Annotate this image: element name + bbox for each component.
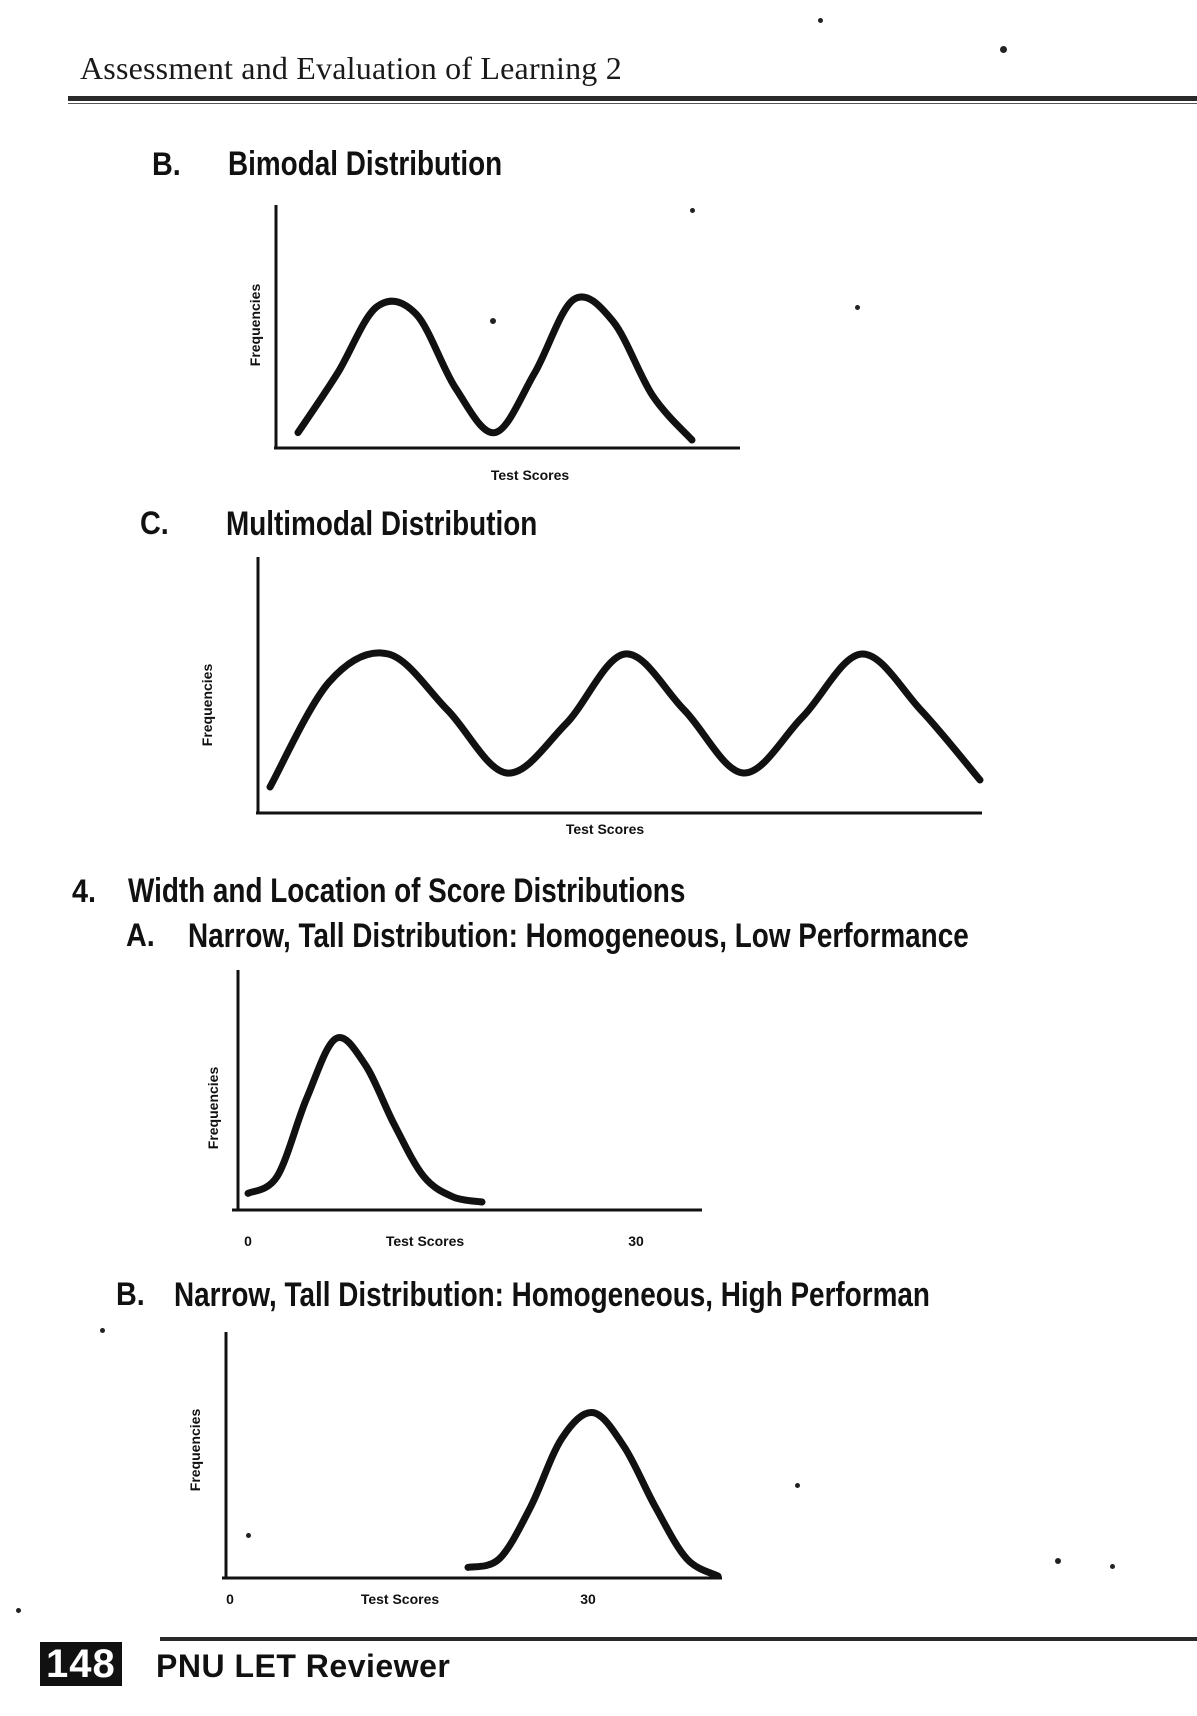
x-tick-start: 0 bbox=[226, 1591, 234, 1607]
header-rule-thin bbox=[68, 103, 1197, 104]
scan-speck bbox=[795, 1483, 800, 1488]
section-letter-c: C. bbox=[140, 505, 169, 541]
section-number-4: 4. bbox=[72, 873, 97, 909]
narrow-high-curve bbox=[468, 1412, 718, 1576]
multimodal-chart bbox=[190, 555, 990, 840]
x-tick-end: 30 bbox=[628, 1233, 644, 1249]
subsection-title-narrow-high: Narrow, Tall Distribution: Homogeneous, High Performan bbox=[174, 1276, 930, 1314]
subsection-title-narrow-low: Narrow, Tall Distribution: Homogeneous, Low Performance bbox=[188, 917, 969, 955]
section-title-bimodal: Bimodal Distribution bbox=[228, 145, 503, 183]
scan-speck bbox=[490, 318, 496, 324]
y-axis-label: Frequencies bbox=[199, 663, 215, 747]
multimodal-curve bbox=[270, 653, 980, 787]
y-axis-label: Frequencies bbox=[247, 283, 263, 367]
scan-speck bbox=[246, 1533, 251, 1538]
subsection-letter-a: A. bbox=[126, 917, 155, 953]
scan-speck bbox=[855, 305, 860, 310]
footer-book-title: PNU LET Reviewer bbox=[156, 1648, 451, 1684]
x-axis-label: Test Scores bbox=[565, 821, 645, 837]
page-number: 148 bbox=[40, 1642, 122, 1686]
x-axis-label: Test Scores bbox=[490, 467, 570, 483]
narrow-high-chart bbox=[170, 1330, 730, 1620]
narrow-low-chart bbox=[200, 968, 710, 1258]
scan-speck bbox=[690, 208, 695, 213]
y-axis-label: Frequencies bbox=[205, 1066, 221, 1150]
scan-speck bbox=[16, 1608, 21, 1613]
scan-speck bbox=[1000, 46, 1007, 53]
scan-speck bbox=[100, 1328, 105, 1333]
section-title-width-location: Width and Location of Score Distributions bbox=[128, 872, 686, 910]
x-axis-label: Test Scores bbox=[360, 1591, 440, 1607]
footer-rule bbox=[160, 1637, 1197, 1641]
x-axis-label: Test Scores bbox=[385, 1233, 465, 1249]
scan-speck bbox=[818, 18, 823, 23]
scan-speck bbox=[1110, 1564, 1115, 1569]
x-tick-start: 0 bbox=[244, 1233, 252, 1249]
subsection-letter-b: B. bbox=[116, 1276, 145, 1312]
y-axis-label: Frequencies bbox=[187, 1408, 203, 1492]
section-title-multimodal: Multimodal Distribution bbox=[226, 505, 538, 543]
header-rule bbox=[68, 96, 1197, 101]
section-letter-b: B. bbox=[152, 146, 181, 182]
scan-speck bbox=[1055, 1558, 1061, 1564]
x-tick-end: 30 bbox=[580, 1591, 596, 1607]
running-header-title: Assessment and Evaluation of Learning 2 bbox=[80, 50, 622, 86]
bimodal-chart bbox=[240, 200, 750, 485]
narrow-low-curve bbox=[248, 1037, 482, 1202]
